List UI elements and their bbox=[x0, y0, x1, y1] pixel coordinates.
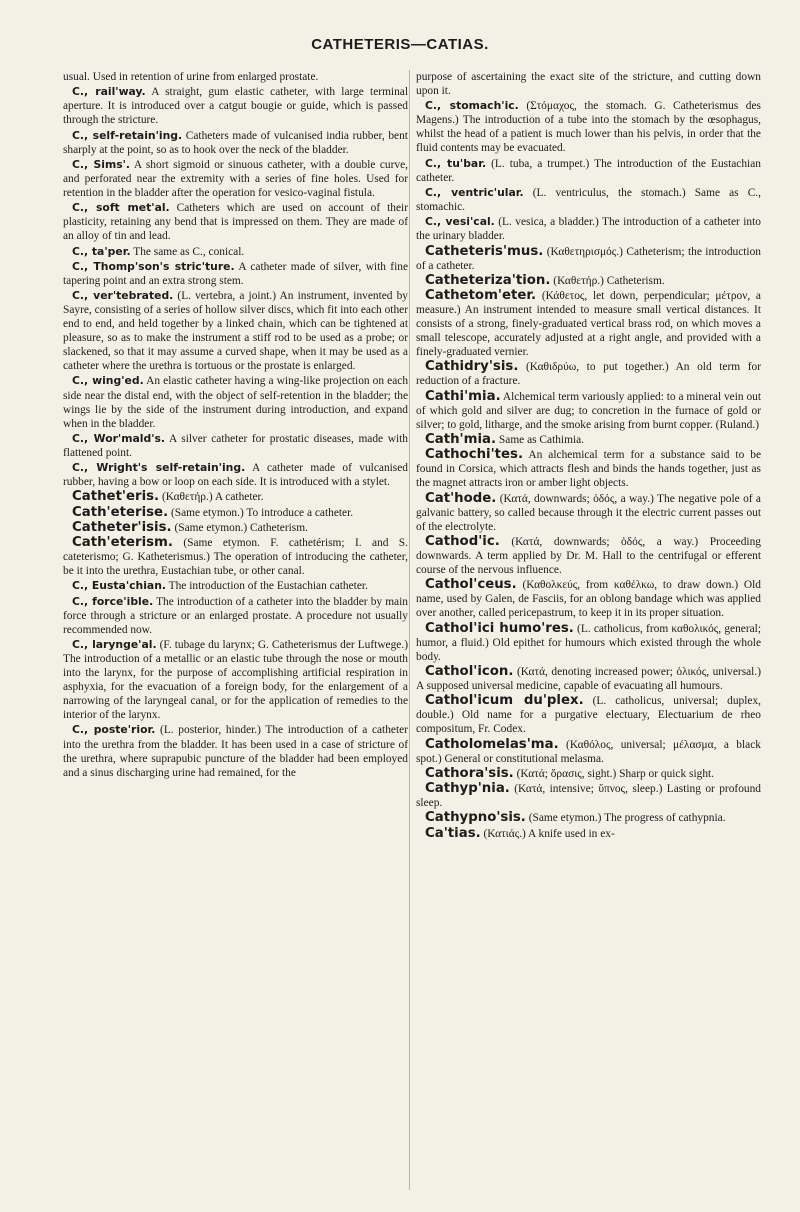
entry-text: (L. tuba, a trumpet.) The introduction of the Eustachian catheter. bbox=[416, 157, 761, 184]
entry-headword: C., self-retain'ing. bbox=[72, 128, 183, 142]
dictionary-entry bbox=[416, 622, 761, 664]
entry-text: Same as Cathimia. bbox=[498, 434, 585, 447]
entry-text: (Κατά; ὅρασις, sight.) Sharp or quick sight. bbox=[516, 767, 715, 780]
entry-text: A silver catheter for prostatic diseases, made with flattened point. bbox=[63, 432, 408, 459]
entry-headword: C., soft met'al. bbox=[72, 201, 170, 215]
entry-text: usual. Used in retention of urine from enlarged prostate. bbox=[63, 71, 319, 83]
dictionary-entry bbox=[416, 215, 761, 243]
entry-text: (Καθετήρ.) A catheter. bbox=[161, 491, 264, 504]
dictionary-entry bbox=[416, 433, 761, 447]
entry-headword: C., Sims'. bbox=[72, 157, 131, 171]
dictionary-entry bbox=[63, 70, 408, 84]
entry-text: (Κατά, downwards; ὁδός, a way.) Proceeding downwards. A term applied by Dr. M. Hall to the centrifugal or efferent course of the nervous influence. bbox=[416, 535, 761, 577]
entry-headword: Cathod'ic. bbox=[425, 533, 500, 549]
entry-headword: Cathol'ceus. bbox=[425, 577, 517, 593]
entry-headword: Cat'hode. bbox=[425, 490, 497, 506]
entry-headword: Cath'eterise. bbox=[72, 504, 169, 520]
entry-headword: Cathi'mia. bbox=[425, 388, 501, 404]
entry-headword: C., tu'bar. bbox=[425, 156, 487, 170]
dictionary-entry bbox=[416, 535, 761, 577]
dictionary-entry bbox=[63, 260, 408, 288]
entry-headword: Cath'eterism. bbox=[72, 535, 173, 551]
dictionary-entry bbox=[63, 579, 408, 593]
dictionary-entry bbox=[63, 490, 408, 504]
entry-headword: C., stomach'ic. bbox=[425, 99, 519, 113]
dictionary-entry bbox=[416, 782, 761, 810]
entry-text: (Κατά, denoting increased power; ὁλικός, universal.) A supposed universal medicine, capable of evacuating all humours. bbox=[416, 665, 761, 692]
dictionary-entry bbox=[63, 521, 408, 535]
entry-headword: Ca'tias. bbox=[425, 825, 481, 841]
entry-text: The introduction of a catheter into the bladder by main force through a stricture or an enlarged prostate. A procedure not usually recommended now. bbox=[63, 595, 408, 636]
dictionary-entry bbox=[63, 201, 408, 243]
entry-headword: Catheteris'mus. bbox=[425, 243, 544, 259]
entry-text: (Same etymon. F. cathetérism; I. and S. cateterismo; G. Katheterismus.) The operation of introducing the catheter, be it into the urethra, Eustachian tube, or other canal. bbox=[63, 537, 408, 578]
entry-text: (Καθιδρύω, to put together.) An old term for reduction of a fracture. bbox=[416, 361, 761, 388]
right-column bbox=[416, 70, 761, 842]
entry-text: (Κατιάς.) A knife used in ex- bbox=[483, 827, 615, 840]
entry-text: (L. posterior, hinder.) The introduction of a catheter into the urethra from the bladder. It has been used in a case of stricture of the urethra, where suprapubic puncture of the bladder had been employed and a sinus discharging urine had remained, for the bbox=[63, 724, 408, 779]
entry-headword: Cathetom'eter. bbox=[425, 288, 537, 304]
dictionary-entry bbox=[63, 506, 408, 520]
dictionary-entry bbox=[416, 448, 761, 490]
entry-text: (L. catholicus, universal; duplex, double.) Old name for a purgative electuary, Electuarium de rheo compositum, Fr. Codex. bbox=[416, 695, 761, 736]
entry-text: (Καθετήρ.) Catheterism. bbox=[553, 274, 665, 287]
dictionary-entry bbox=[63, 432, 408, 460]
dictionary-entry bbox=[416, 157, 761, 185]
dictionary-entry bbox=[63, 461, 408, 489]
entry-headword: Cathol'ici humo'res. bbox=[425, 620, 574, 636]
entry-text: A catheter made of silver, with fine tapering point and an extra strong stem. bbox=[63, 260, 409, 287]
entry-headword: C., vesi'cal. bbox=[425, 215, 495, 229]
entry-text: A straight, gum elastic catheter, with large terminal aperture. It is introduced over a catgut bougie or guide, which is passed through the stricture. bbox=[63, 86, 409, 127]
dictionary-entry bbox=[63, 723, 408, 779]
entry-text: (F. tubage du larynx; G. Catheterismus der Luftwege.) The introduction of a metallic or an elastic tube through the nose or mouth into the larynx, for the purpose of accomplishing artificial respiration in asphyxia, for the evacuation of a foreign body, for the enlargement of a narrowing of the laryngeal canal, or for the application of remedies to the interior of the larynx. bbox=[63, 639, 408, 722]
dictionary-entry bbox=[416, 578, 761, 620]
dictionary-entry bbox=[63, 158, 408, 200]
entry-text: (Στόμαχος, the stomach. G. Catheterismus des Magens.) The introduction of a tube into the stomach by the œsophagus, whilst the head of a patient is much lower than his pelvis, in order that the fluid contents may be evacuated. bbox=[416, 100, 761, 155]
entry-text: A catheter made of vulcanised rubber, having a bow or loop on each side. It is introduced with a stylet. bbox=[63, 462, 408, 489]
entry-headword: Catheteriza'tion. bbox=[425, 272, 551, 288]
entry-headword: Cathora'sis. bbox=[425, 765, 514, 781]
entry-text: (Κατά, intensive; ὕπνος, sleep.) Lasting or profound sleep. bbox=[416, 783, 761, 810]
entry-headword: Cathol'icon. bbox=[425, 663, 514, 679]
entry-headword: Catheter'isis. bbox=[72, 519, 172, 535]
dictionary-entry bbox=[416, 360, 761, 388]
entry-text: (L. ventriculus, the stomach.) Same as C., stomachic. bbox=[416, 186, 761, 213]
entry-text: (Same etymon.) To introduce a catheter. bbox=[170, 506, 354, 519]
dictionary-entry bbox=[416, 186, 761, 214]
entry-text: A short sigmoid or sinuous catheter, with a double curve, and perforated near the extremity with a series of fine holes. Used for retention in the bladder after the operation for vesico-vaginal fistula. bbox=[63, 158, 408, 199]
dictionary-entry bbox=[416, 738, 761, 766]
dictionary-entry bbox=[416, 274, 761, 288]
dictionary-entry bbox=[416, 390, 761, 432]
entry-text: (L. vertebra, a joint.) An instrument, invented by Sayre, consisting of a series of hollow silver discs, which fit into each other end to end, and held together by a linked chain, which can be tightened at pleasure, so as to make the instrument a stiff rod to be used as a probe; or slackened, so that it may assume a curved shape, when it may be used as a catheter where the urethra is tortuous or the prostate is enlarged. bbox=[63, 290, 408, 373]
dictionary-entry bbox=[416, 245, 761, 273]
entry-headword: C., ventric'ular. bbox=[425, 185, 524, 199]
dictionary-entry bbox=[63, 289, 408, 373]
running-head: CATHETERIS—CATIAS. bbox=[311, 36, 489, 53]
entry-headword: C., ver'tebrated. bbox=[72, 289, 174, 303]
entry-headword: Cathochi'tes. bbox=[425, 447, 524, 463]
entry-headword: Cathol'icum du'plex. bbox=[425, 693, 584, 709]
left-column bbox=[63, 70, 408, 781]
entry-text: (Καθόλος, universal; μέλασμα, a black spot.) General or constitutional melasma. bbox=[416, 738, 761, 765]
entry-headword: C., rail'way. bbox=[72, 85, 146, 99]
dictionary-entry bbox=[63, 536, 408, 578]
entry-headword: Catholomelas'ma. bbox=[425, 736, 559, 752]
entry-text: Catheters which are used on account of their plasticity, retaining any bend that is impressed on them. They are made of an alloy of tin and lead. bbox=[63, 202, 408, 243]
entry-text: (L. vesica, a bladder.) The introduction of a catheter into the urinary bladder. bbox=[416, 216, 761, 243]
dictionary-entry bbox=[416, 70, 761, 98]
dictionary-entry bbox=[63, 595, 408, 637]
entry-headword: C., ta'per. bbox=[72, 244, 131, 258]
entry-headword: Cathet'eris. bbox=[72, 489, 160, 505]
dictionary-entry bbox=[416, 811, 761, 825]
dictionary-entry bbox=[63, 638, 408, 722]
dictionary-entry bbox=[416, 289, 761, 359]
entry-text: (Same etymon.) Catheterism. bbox=[174, 521, 308, 534]
dictionary-entry bbox=[416, 694, 761, 736]
dictionary-entry bbox=[63, 129, 408, 157]
entry-text: (Same etymon.) The progress of cathypnia. bbox=[528, 812, 726, 825]
entry-text: (Καθετηρισμός.) Catheterism; the introduction of a catheter. bbox=[416, 245, 761, 272]
entry-text: (Καθολκεύς, from καθέλκω, to draw down.) Old name, used by Galen, de Fasciis, for an oblong bandage which was applied over another, called pericepastrum, to keep it in its proper situation. bbox=[416, 579, 761, 620]
dictionary-entry bbox=[416, 767, 761, 781]
entry-text: (Κατά, downwards; ὁδός, a way.) The negative pole of a galvanic battery, so called because through it the electric current passes out of the electrolyte. bbox=[416, 492, 761, 533]
entry-headword: C., Wright's self-retain'ing. bbox=[72, 461, 246, 475]
entry-headword: C., wing'ed. bbox=[72, 374, 144, 388]
dictionary-entry bbox=[416, 665, 761, 693]
entry-text: (Κάθετος, let down, perpendicular; μέτρον, a measure.) An instrument intended to measure small vertical distances. It consists of a strong, finely-graduated vertical brass rod, on which moves a small telescope, accurately adjusted at a right angle, and provided with a finely-graduated vernier. bbox=[416, 290, 761, 359]
entry-headword: Cathypno'sis. bbox=[425, 810, 526, 826]
dictionary-entry bbox=[63, 245, 408, 259]
entry-text: The same as C., conical. bbox=[133, 245, 245, 258]
entry-text: An elastic catheter having a wing-like projection on each side near the distal end, with the object of self-retention in the bladder; the wings lie by the side of the instrument during introduction, and expand when in the bladder. bbox=[63, 375, 409, 430]
entry-text: purpose of ascertaining the exact site of the stricture, and cutting down upon it. bbox=[416, 71, 761, 98]
entry-headword: Cathidry'sis. bbox=[425, 359, 519, 375]
entry-headword: C., Eusta'chian. bbox=[72, 579, 166, 593]
dictionary-entry bbox=[416, 492, 761, 534]
entry-headword: C., larynge'al. bbox=[72, 638, 157, 652]
entry-headword: C., poste'rior. bbox=[72, 723, 156, 737]
entry-headword: C., force'ible. bbox=[72, 594, 154, 608]
entry-headword: Cathyp'nia. bbox=[425, 781, 510, 797]
entry-headword: C., Wor'mald's. bbox=[72, 431, 166, 445]
dictionary-entry bbox=[63, 85, 408, 127]
dictionary-entry bbox=[416, 827, 761, 841]
column-divider bbox=[409, 70, 410, 1190]
entry-text: Catheters made of vulcanised india rubber, bent sharply at the point, so as to hook over the neck of the bladder. bbox=[63, 129, 408, 156]
entry-text: The introduction of the Eustachian catheter. bbox=[168, 580, 368, 593]
dictionary-entry bbox=[416, 99, 761, 155]
entry-headword: C., Thomp'son's stric'ture. bbox=[72, 259, 235, 273]
entry-text: Alchemical term variously applied: to a mineral vein out of which gold and silver are dug; to concretion in the furnace of gold or silver; to gold, litharge, and the smoke arising from burnt copper. (Ruland.) bbox=[416, 390, 762, 431]
entry-text: An alchemical term for a substance said to be found in Corsica, which attracts flesh and binds the hands together, just as the magnet attracts iron or amber light objects. bbox=[416, 449, 762, 490]
entry-text: (L. catholicus, from καθολικός, general; humor, a fluid.) Old epithet for humours which existed through the whole body. bbox=[416, 622, 761, 663]
dictionary-entry bbox=[63, 374, 408, 430]
entry-headword: Cath'mia. bbox=[425, 432, 497, 448]
